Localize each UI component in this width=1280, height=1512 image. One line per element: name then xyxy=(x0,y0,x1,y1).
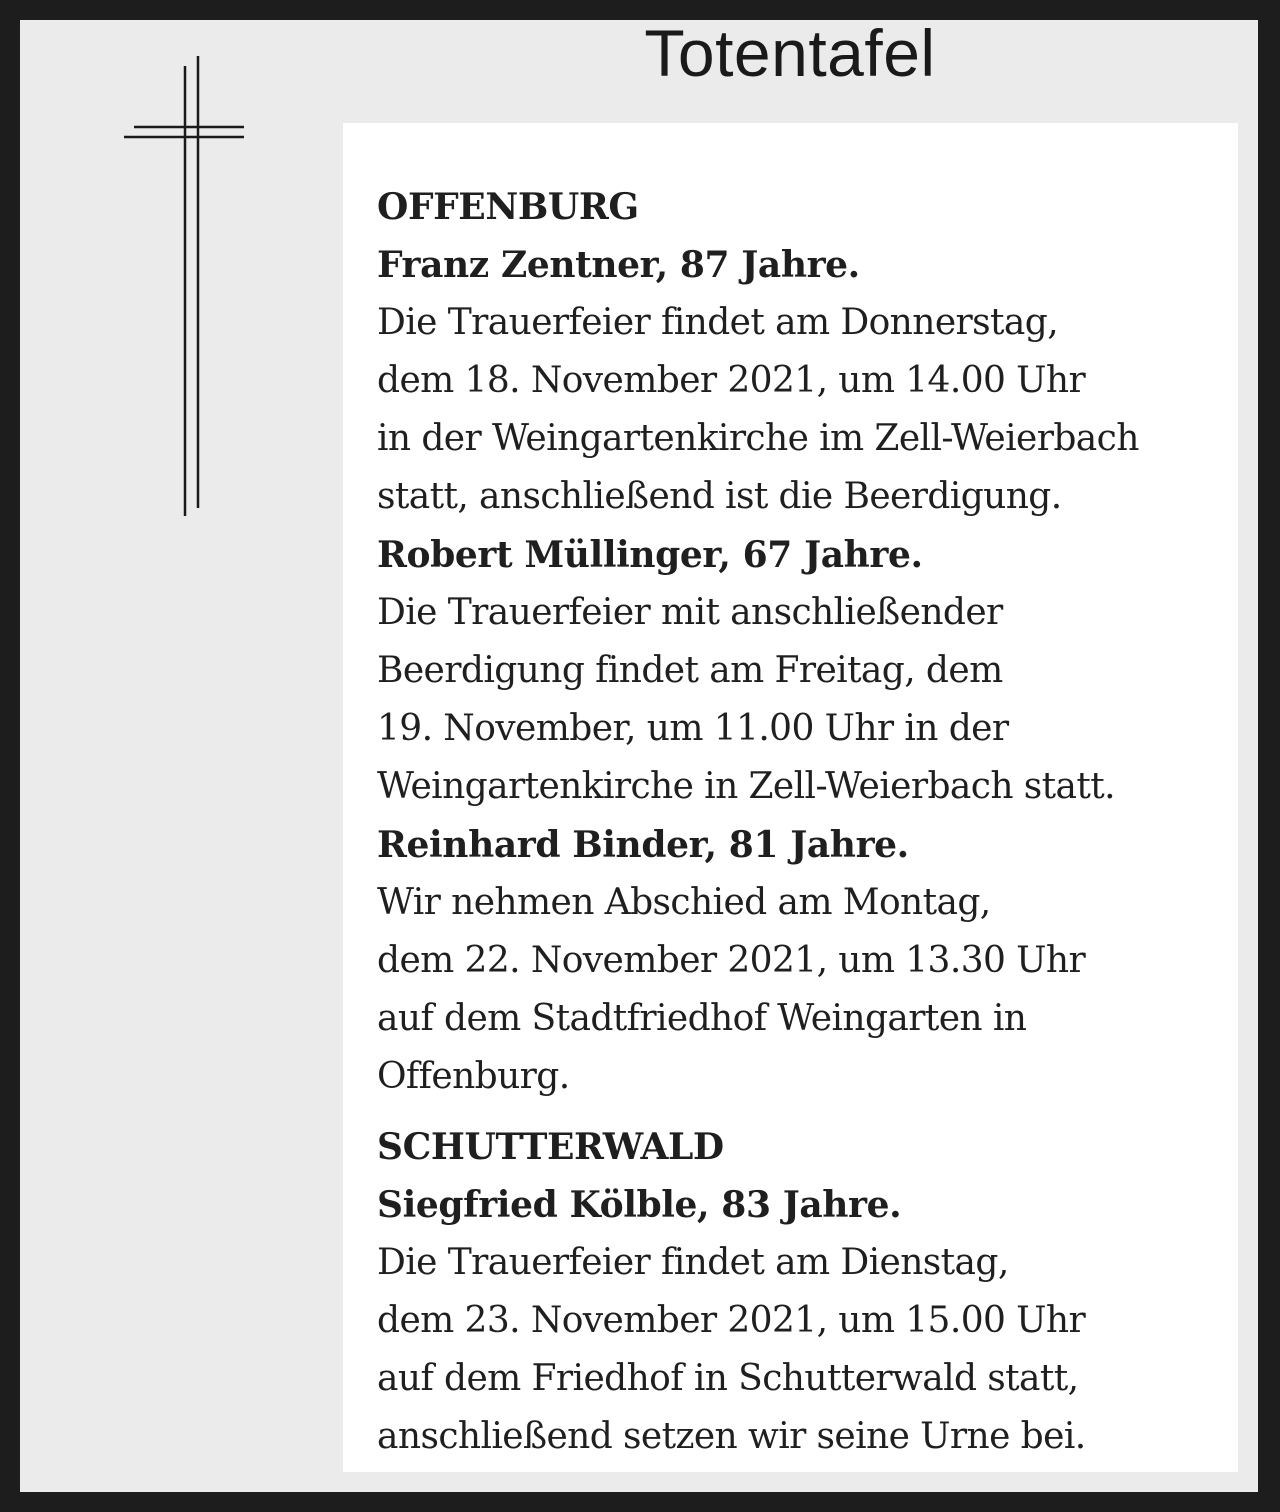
entry-text-line: Weingartenkirche in Zell-Weierbach statt. xyxy=(377,766,1115,807)
entry-text-line: dem 18. November 2021, um 14.00 Uhr xyxy=(377,360,1086,401)
entry-name: Reinhard Binder, 81 Jahre. xyxy=(377,824,909,866)
entry-name: Franz Zentner, 87 Jahre. xyxy=(377,244,860,286)
entry-text-line: auf dem Stadtfriedhof Weingarten in xyxy=(377,998,1027,1039)
obituary-entry xyxy=(377,1176,1238,1466)
entry-text-line: 19. November, um 11.00 Uhr in der xyxy=(377,708,1009,749)
entry-text-line: Die Trauerfeier findet am Donnerstag, xyxy=(377,302,1059,343)
section-heading: SCHUTTERWALD xyxy=(377,1126,724,1168)
obituary-content xyxy=(343,123,1238,1472)
entry-text-line: Die Trauerfeier findet am Dienstag, xyxy=(377,1242,1009,1283)
page-title: Totentafel xyxy=(644,16,936,90)
entry-text-line: Die Trauerfeier mit anschließender xyxy=(377,592,1003,633)
entry-text-line: anschließend setzen wir seine Urne bei. xyxy=(377,1416,1086,1457)
cross-icon xyxy=(104,48,244,518)
entry-text-line: in der Weingartenkirche im Zell-Weierbach xyxy=(377,418,1139,459)
section-schutterwald xyxy=(377,1118,1238,1466)
entry-text-line: dem 22. November 2021, um 13.30 Uhr xyxy=(377,940,1086,981)
entry-text-line: Beerdigung findet am Freitag, dem xyxy=(377,650,1003,691)
entry-name: Siegfried Kölble, 83 Jahre. xyxy=(377,1184,902,1226)
entry-text-line: dem 23. November 2021, um 15.00 Uhr xyxy=(377,1300,1086,1341)
entry-text-line: auf dem Friedhof in Schutterwald statt, xyxy=(377,1358,1079,1399)
section-offenburg xyxy=(377,178,1238,1106)
obituary-entry xyxy=(377,816,1238,1106)
obituary-entry xyxy=(377,236,1238,526)
entry-text-line: statt, anschließend ist die Beerdigung. xyxy=(377,476,1062,517)
entry-name: Robert Müllinger, 67 Jahre. xyxy=(377,534,923,576)
entry-text-line: Offenburg. xyxy=(377,1056,570,1097)
entry-text-line: Wir nehmen Abschied am Montag, xyxy=(377,882,991,923)
obituary-entry xyxy=(377,526,1238,816)
section-heading: OFFENBURG xyxy=(377,186,639,228)
